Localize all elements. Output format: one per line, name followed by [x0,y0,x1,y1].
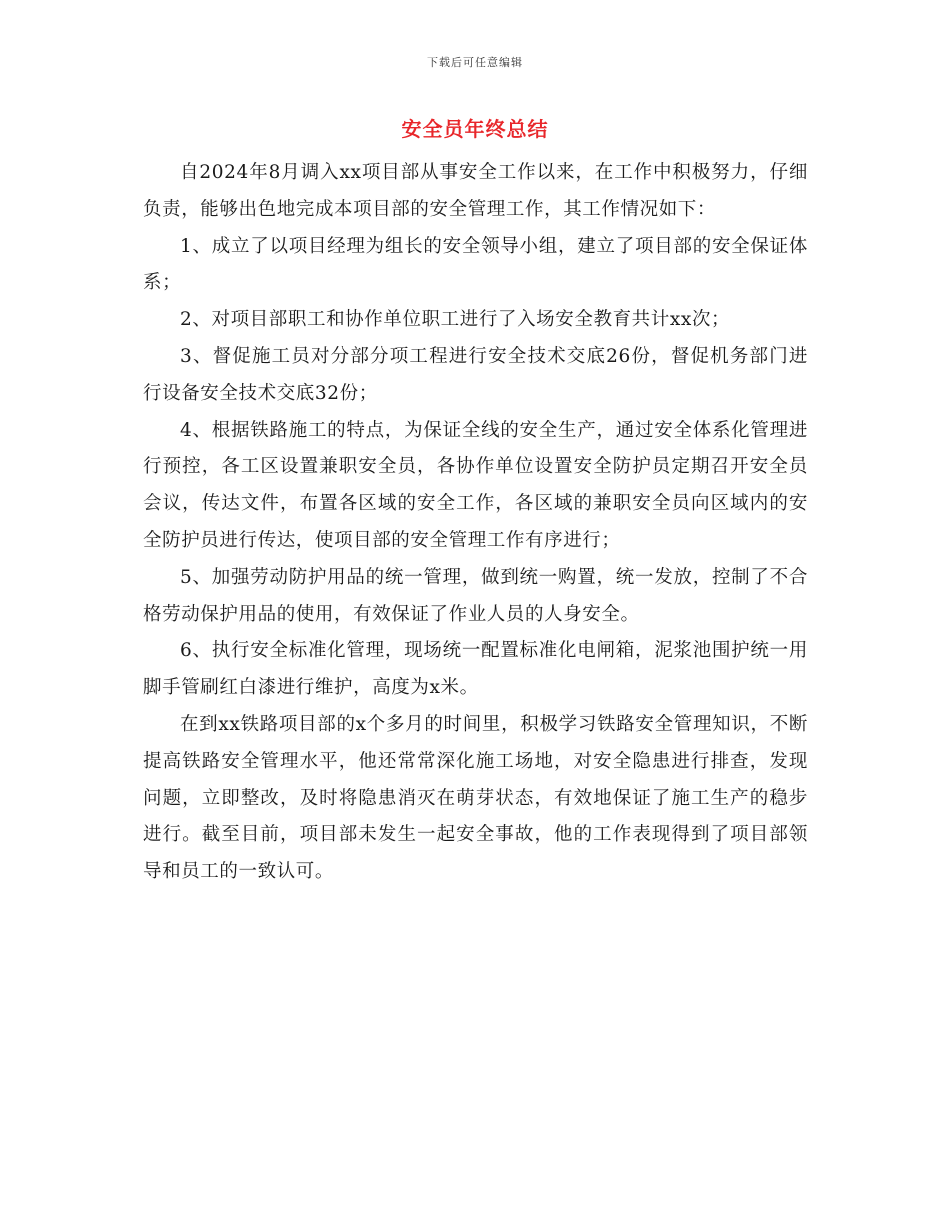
paragraph-item-6: 6、执行安全标准化管理，现场统一配置标准化电闸箱，泥浆池围护统一用脚手管刷红白漆进行维护，高度为x米。 [143,640,808,699]
document-title: 安全员年终总结 [401,117,549,141]
document-body [143,155,808,891]
paragraph-intro: 自2024年8月调入xx项目部从事安全工作以来，在工作中积极努力，仔细负责，能够出色地完成本项目部的安全管理工作，其工作情况如下： [143,162,808,220]
paragraph-item-4: 4、根据铁路施工的特点，为保证全线的安全生产，通过安全体系化管理进行预控，各工区设置兼职安全员，各协作单位设置安全防护员定期召开安全员会议，传达文件，布置各区域的安全工作，各区域的兼职安全员向区域内的安全防护员进行传达，使项目部的安全管理工作有序进行； [143,419,808,551]
paragraph-conclusion: 在到xx铁路项目部的x个多月的时间里，积极学习铁路安全管理知识，不断提高铁路安全管理水平，他还常常深化施工场地，对安全隐患进行排查，发现问题，立即整改，及时将隐患消灭在萌芽状态，有效地保证了施工生产的稳步进行。截至目前，项目部未发生一起安全事故，他的工作表现得到了项目部领导和员工的一致认可。 [143,713,808,883]
paragraph-item-5: 5、加强劳动防护用品的统一管理，做到统一购置，统一发放，控制了不合格劳动保护用品的使用，有效保证了作业人员的人身安全。 [143,566,808,625]
paragraph-item-1: 1、成立了以项目经理为组长的安全领导小组，建立了项目部的安全保证体系； [143,235,808,294]
paragraph-item-3: 3、督促施工员对分部分项工程进行安全技术交底26份，督促机务部门进行设备安全技术交底32份； [143,345,808,404]
paragraph-item-2: 2、对项目部职工和协作单位职工进行了入场安全教育共计xx次； [180,309,731,331]
header-note: 下载后可任意编辑 [427,56,523,69]
